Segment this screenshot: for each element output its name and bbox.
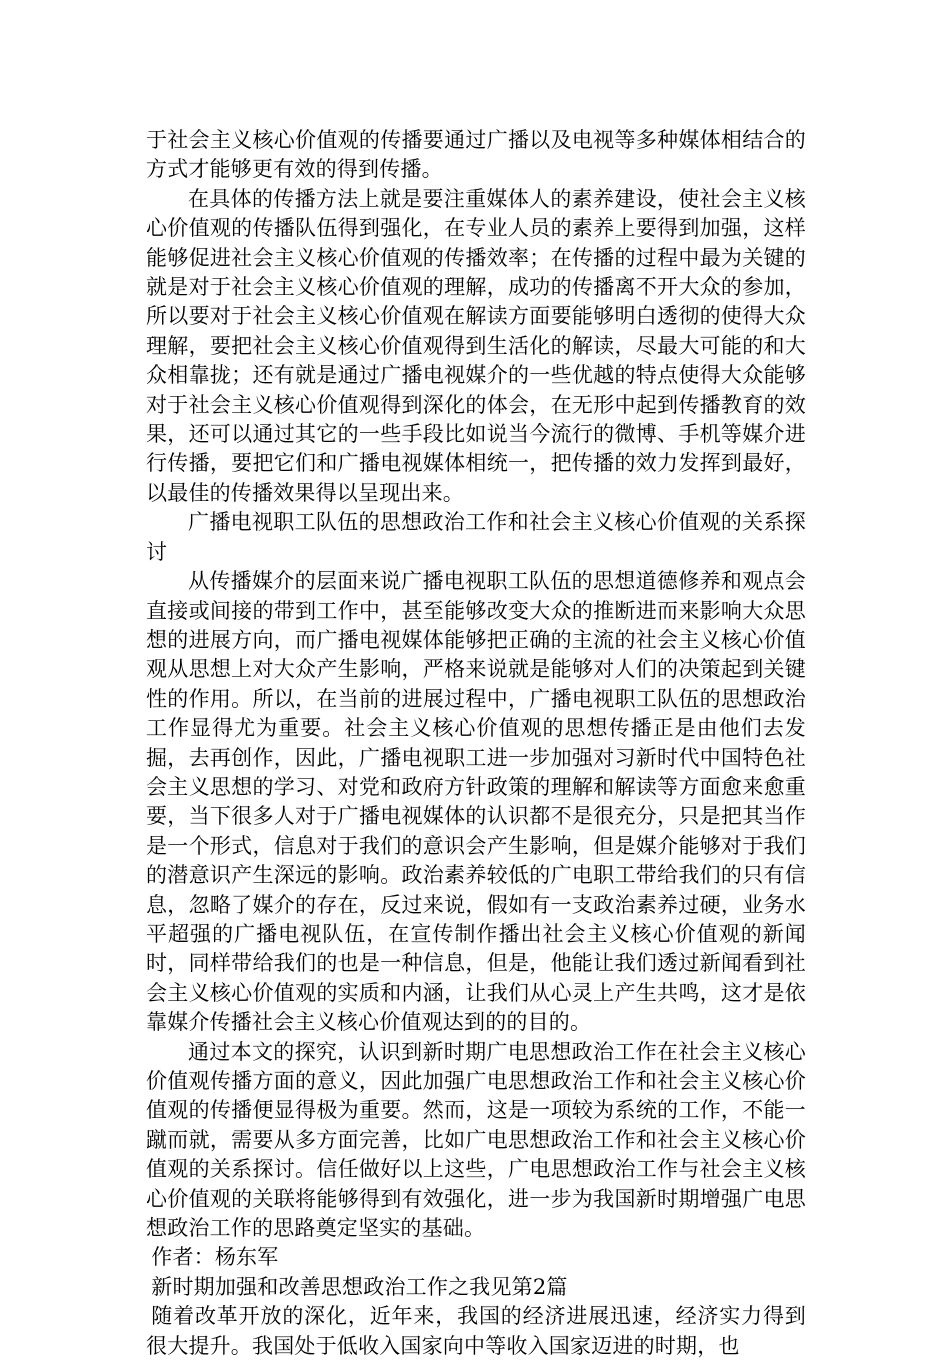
article-title: 新时期加强和改善思想政治工作之我见第2篇: [151, 1274, 568, 1299]
document-body: [146, 126, 806, 1361]
paragraph-continuation: 于社会主义核心价值观的传播要通过广播以及电视等多种媒体相结合的方式才能够更有效的得到传播。: [146, 128, 806, 182]
author-line: 作者：杨东军: [151, 1245, 279, 1270]
paragraph-conclusion: 通过本文的探究，认识到新时期广电思想政治工作在社会主义核心价值观传播方面的意义，因此加强广电思想政治工作和社会主义核心价值观的传播便显得极为重要。然而，这是一项较为系统的工作，不能一蹴而就，需要从多方面完善，比如广电思想政治工作和社会主义核心价值观的关系探讨。信任做好以上这些，广电思想政治工作与社会主义核心价值观的关联将能够得到有效强化，进一步为我国新时期增强广电思想政治工作的思路奠定坚实的基础。: [146, 1039, 806, 1241]
paragraph-media-level: 从传播媒介的层面来说广播电视职工队伍的思想道德修养和观点会直接或间接的带到工作中，甚至能够改变大众的推断进而来影响大众思想的进展方向，而广播电视媒体能够把正确的主流的社会主义核心价值观从思想上对大众产生影响，严格来说就是能够对人们的决策起到关键性的作用。所以，在当前的进展过程中，广播电视职工队伍的思想政治工作显得尤为重要。社会主义核心价值观的思想传播正是由他们去发掘，去再创作，因此，广播电视职工进一步加强对习新时代中国特色社会主义思想的学习、对党和政府方针政策的理解和解读等方面愈来愈重要，当下很多人对于广播电视媒体的认识都不是很充分，只是把其当作是一个形式，信息对于我们的意识会产生影响，但是媒介能够对于我们的潜意识产生深远的影响。政治素养较低的广电职工带给我们的只有信息，忽略了媒介的存在，反过来说，假如有一支政治素养过硬，业务水平超强的广播电视队伍，在宣传制作播出社会主义核心价值观的新闻时，同样带给我们的也是一种信息，但是，他能让我们透过新闻看到社会主义核心价值观的实质和内涵，让我们从心灵上产生共鸣，这才是依靠媒介传播社会主义核心价值观达到的的目的。: [146, 569, 806, 1035]
paragraph-transmission-methods: 在具体的传播方法上就是要注重媒体人的素养建设，使社会主义核心价值观的传播队伍得到强化，在专业人员的素养上要得到加强，这样能够促进社会主义核心价值观的传播效率；在传播的过程中最为关键的就是对于社会主义核心价值观的理解，成功的传播离不开大众的参加，所以要对于社会主义核心价值观在解读方面要能够明白透彻的使得大众理解，要把社会主义核心价值观得到生活化的解读，尽最大可能的和大众相靠拢；还有就是通过广播电视媒介的一些优越的特点使得大众能够对于社会主义核心价值观得到深化的体会，在无形中起到传播教育的效果，还可以通过其它的一些手段比如说当今流行的微博、手机等媒介进行传播，要把它们和广播电视媒体相统一，把传播的效力发挥到最好，以最佳的传播效果得以呈现出来。: [146, 186, 806, 505]
paragraph-reform-opening: 随着改革开放的深化，近年来，我国的经济进展迅速，经济实力得到很大提升。我国处于低收入国家向中等收入国家迈进的时期，也: [146, 1304, 806, 1358]
section-heading: 广播电视职工队伍的思想政治工作和社会主义核心价值观的关系探讨: [146, 510, 806, 564]
